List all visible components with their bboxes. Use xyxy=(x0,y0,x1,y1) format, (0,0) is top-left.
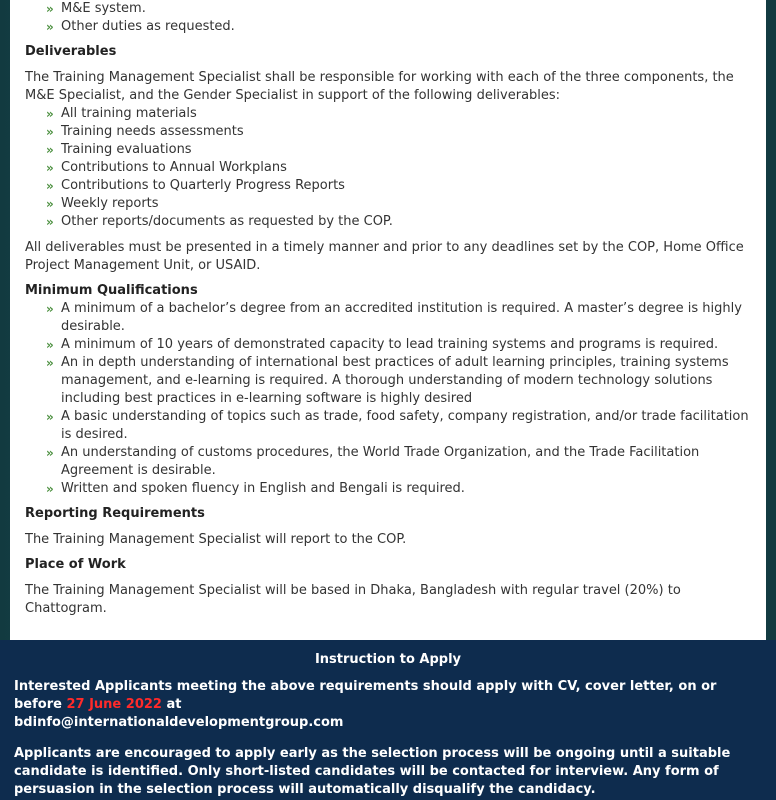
chevron-bullet-icon: » xyxy=(46,482,53,496)
contact-email-link[interactable]: bdinfo@internationaldevelopmentgroup.com xyxy=(14,715,344,730)
chevron-bullet-icon: » xyxy=(46,143,53,157)
list-item xyxy=(46,159,751,177)
list-item-text: An in depth understanding of international best practices of adult learning principles, training systems management, and e-learning is required. A thorough understanding of modern technology solutions including best practices in e-learning software is highly desired xyxy=(61,355,729,406)
chevron-bullet-icon: » xyxy=(46,410,53,424)
list-item xyxy=(46,444,751,480)
chevron-bullet-icon: » xyxy=(46,2,53,16)
list-item xyxy=(46,213,751,231)
list-item-text: Written and spoken fluency in English and Bengali is required. xyxy=(61,481,465,496)
list-item-text: Training needs assessments xyxy=(61,124,244,139)
chevron-bullet-icon: » xyxy=(46,302,53,316)
chevron-bullet-icon: » xyxy=(46,125,53,139)
list-item xyxy=(46,18,751,36)
apply-instruction-text: Interested Applicants meeting the above requirements should apply with CV, cover letter, on or before xyxy=(14,679,717,712)
list-item xyxy=(46,105,751,123)
list-item-text: Weekly reports xyxy=(61,196,159,211)
deliverables-intro: The Training Management Specialist shall be responsible for working with each of the three components, the M&E Specialist, and the Gender Specialist in support of the following deliverables: xyxy=(25,70,734,103)
deliverables-closing: All deliverables must be presented in a timely manner and prior to any deadlines set by the COP, Home Office Project Management Unit, or USAID. xyxy=(25,240,744,273)
list-item-text: Training evaluations xyxy=(61,142,192,157)
chevron-bullet-icon: » xyxy=(46,446,53,460)
list-item-text: M&E system. xyxy=(61,1,146,16)
list-item xyxy=(46,408,751,444)
chevron-bullet-icon: » xyxy=(46,356,53,370)
qualifications-heading: Minimum Qualifications xyxy=(25,283,198,298)
list-item-text: Contributions to Quarterly Progress Reports xyxy=(61,178,345,193)
list-item xyxy=(46,177,751,195)
chevron-bullet-icon: » xyxy=(46,179,53,193)
list-item-text: An understanding of customs procedures, the World Trade Organization, and the Trade Facilitation Agreement is desirable. xyxy=(61,445,700,478)
apply-title: Instruction to Apply xyxy=(314,652,462,667)
apply-instruction xyxy=(0,678,776,732)
list-item xyxy=(46,300,751,336)
job-description-content xyxy=(10,0,766,618)
list-item-text: All training materials xyxy=(61,106,197,121)
chevron-bullet-icon: » xyxy=(46,197,53,211)
chevron-bullet-icon: » xyxy=(46,107,53,121)
list-item xyxy=(46,195,751,213)
deliverables-heading: Deliverables xyxy=(25,44,117,59)
list-item xyxy=(46,336,751,354)
apply-instructions-panel xyxy=(0,640,776,800)
place-of-work-text: The Training Management Specialist will be based in Dhaka, Bangladesh with regular travel (20%) to Chattogram. xyxy=(25,583,681,616)
list-item xyxy=(46,141,751,159)
apply-note: Applicants are encouraged to apply early as the selection process will be ongoing until a suitable candidate is identified. Only short-listed candidates will be contacted for interview. Any form of persuasion in the selection process will automatically disqualify the candidacy. xyxy=(14,746,731,797)
list-item xyxy=(46,123,751,141)
deadline-date: 27 June 2022 xyxy=(66,697,162,712)
list-item-text: A minimum of 10 years of demonstrated capacity to lead training systems and programs is required. xyxy=(61,337,719,352)
chevron-bullet-icon: » xyxy=(46,20,53,34)
chevron-bullet-icon: » xyxy=(46,338,53,352)
qualifications-list xyxy=(25,300,751,498)
deliverables-list xyxy=(25,105,751,231)
list-item xyxy=(46,0,751,18)
list-item xyxy=(46,354,751,408)
chevron-bullet-icon: » xyxy=(46,161,53,175)
apply-instruction-suffix: at xyxy=(161,697,182,712)
chevron-bullet-icon: » xyxy=(46,215,53,229)
list-item-text: Contributions to Annual Workplans xyxy=(61,160,287,175)
place-of-work-heading: Place of Work xyxy=(25,557,126,572)
reporting-heading: Reporting Requirements xyxy=(25,506,205,521)
reporting-text: The Training Management Specialist will report to the COP. xyxy=(25,532,407,547)
list-item-text: A basic understanding of topics such as trade, food safety, company registration, and/or trade facilitation is desired. xyxy=(61,409,749,442)
list-item-text: Other duties as requested. xyxy=(61,19,235,34)
list-item-text: Other reports/documents as requested by the COP. xyxy=(61,214,393,229)
duties-list-tail xyxy=(25,0,751,36)
job-description-panel xyxy=(10,0,766,640)
list-item xyxy=(46,480,751,498)
list-item-text: A minimum of a bachelor’s degree from an accredited institution is required. A master’s degree is highly desirable. xyxy=(61,301,742,334)
